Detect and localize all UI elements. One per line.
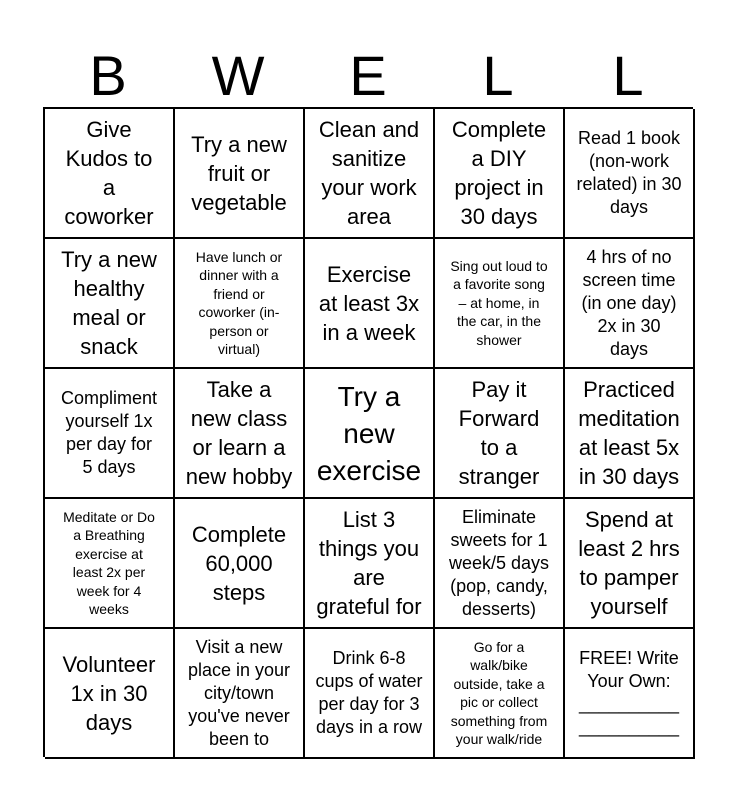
bingo-cell-text: Complete 60,000 steps [191,521,287,605]
bingo-cell[interactable] [565,629,695,759]
header-letter-e: E [349,44,387,107]
bingo-cell[interactable] [305,239,435,369]
bingo-cell[interactable] [45,629,175,759]
header-letter-w: W [211,44,265,107]
bingo-cell-text: 4 hrs of no screen time (in one day) 2x in 30 days [581,246,677,359]
bingo-cell[interactable] [175,369,305,499]
header-letter-b: B [89,44,127,107]
bingo-cell[interactable] [565,499,695,629]
bingo-cell-text: Give Kudos to a coworker [64,117,154,229]
bingo-cell[interactable] [175,109,305,239]
bingo-cell[interactable] [435,239,565,369]
bingo-cell[interactable] [45,109,175,239]
bingo-header [43,44,693,108]
bingo-cell-text: Complete a DIY project in 30 days [451,117,547,229]
bingo-cell[interactable] [565,369,695,499]
header-letter-l2: L [612,44,644,107]
bingo-cell-text: Compliment yourself 1x per day for 5 days [60,388,158,477]
bingo-cell[interactable] [565,109,695,239]
bingo-cell[interactable] [435,369,565,499]
bingo-cell[interactable] [175,499,305,629]
bingo-cell[interactable] [305,369,435,499]
bingo-cell-text: Go for a walk/bike outside, take a pic or collect something from your walk/ride [450,638,548,747]
bingo-cell[interactable] [435,109,565,239]
bingo-cell-text: Volunteer 1x in 30 days [62,651,156,735]
bingo-cell[interactable] [45,499,175,629]
bingo-cell-text: Sing out loud to a favorite song – at home, in the car, in the shower [450,257,548,348]
bingo-cell-text: Exercise at least 3x in a week [318,261,420,345]
bingo-cell-text: Pay it Forward to a stranger [458,377,540,489]
bingo-cell-text: Spend at least 2 hrs to pamper yourself [578,507,680,619]
bingo-cell[interactable] [565,239,695,369]
bingo-cell[interactable] [305,629,435,759]
bingo-cell-text: Try a new healthy meal or snack [61,247,157,359]
bingo-cell-text: Have lunch or dinner with a friend or coworker (in- person or virtual) [195,248,283,357]
bingo-cell-text: Take a new class or learn a new hobby [185,377,293,489]
bingo-cell[interactable] [435,499,565,629]
bingo-cell-text: Clean and sanitize your work area [318,117,420,229]
header-letter-l1: L [482,44,514,107]
bingo-cell[interactable] [305,499,435,629]
bingo-cell-text: Visit a new place in your city/town you've never been to [187,636,291,749]
bingo-cell-text: Try a new fruit or vegetable [191,131,287,215]
bingo-cell[interactable] [45,369,175,499]
bingo-grid [43,107,693,757]
bingo-cell[interactable] [175,629,305,759]
bingo-cell-text: Read 1 book (non-work related) in 30 days [576,128,682,217]
bingo-cell-text: Meditate or Do a Breathing exercise at least 2x per week for 4 weeks [63,508,155,617]
bingo-cell[interactable] [435,629,565,759]
bingo-cell[interactable] [175,239,305,369]
bingo-cell[interactable] [305,109,435,239]
bingo-cell-text: Practiced meditation at least 5x in 30 days [578,377,680,489]
bingo-cell[interactable] [45,239,175,369]
bingo-cell-text: Try a new exercise [316,380,422,486]
bingo-cell-text: Drink 6-8 cups of water per day for 3 days in a row [315,648,423,737]
bingo-cell-text: FREE! Write Your Own: __________ __________ [578,648,680,737]
bingo-cell-text: List 3 things you are grateful for [316,507,422,619]
bingo-cell-text: Eliminate sweets for 1 week/5 days (pop, candy, desserts) [448,506,550,619]
